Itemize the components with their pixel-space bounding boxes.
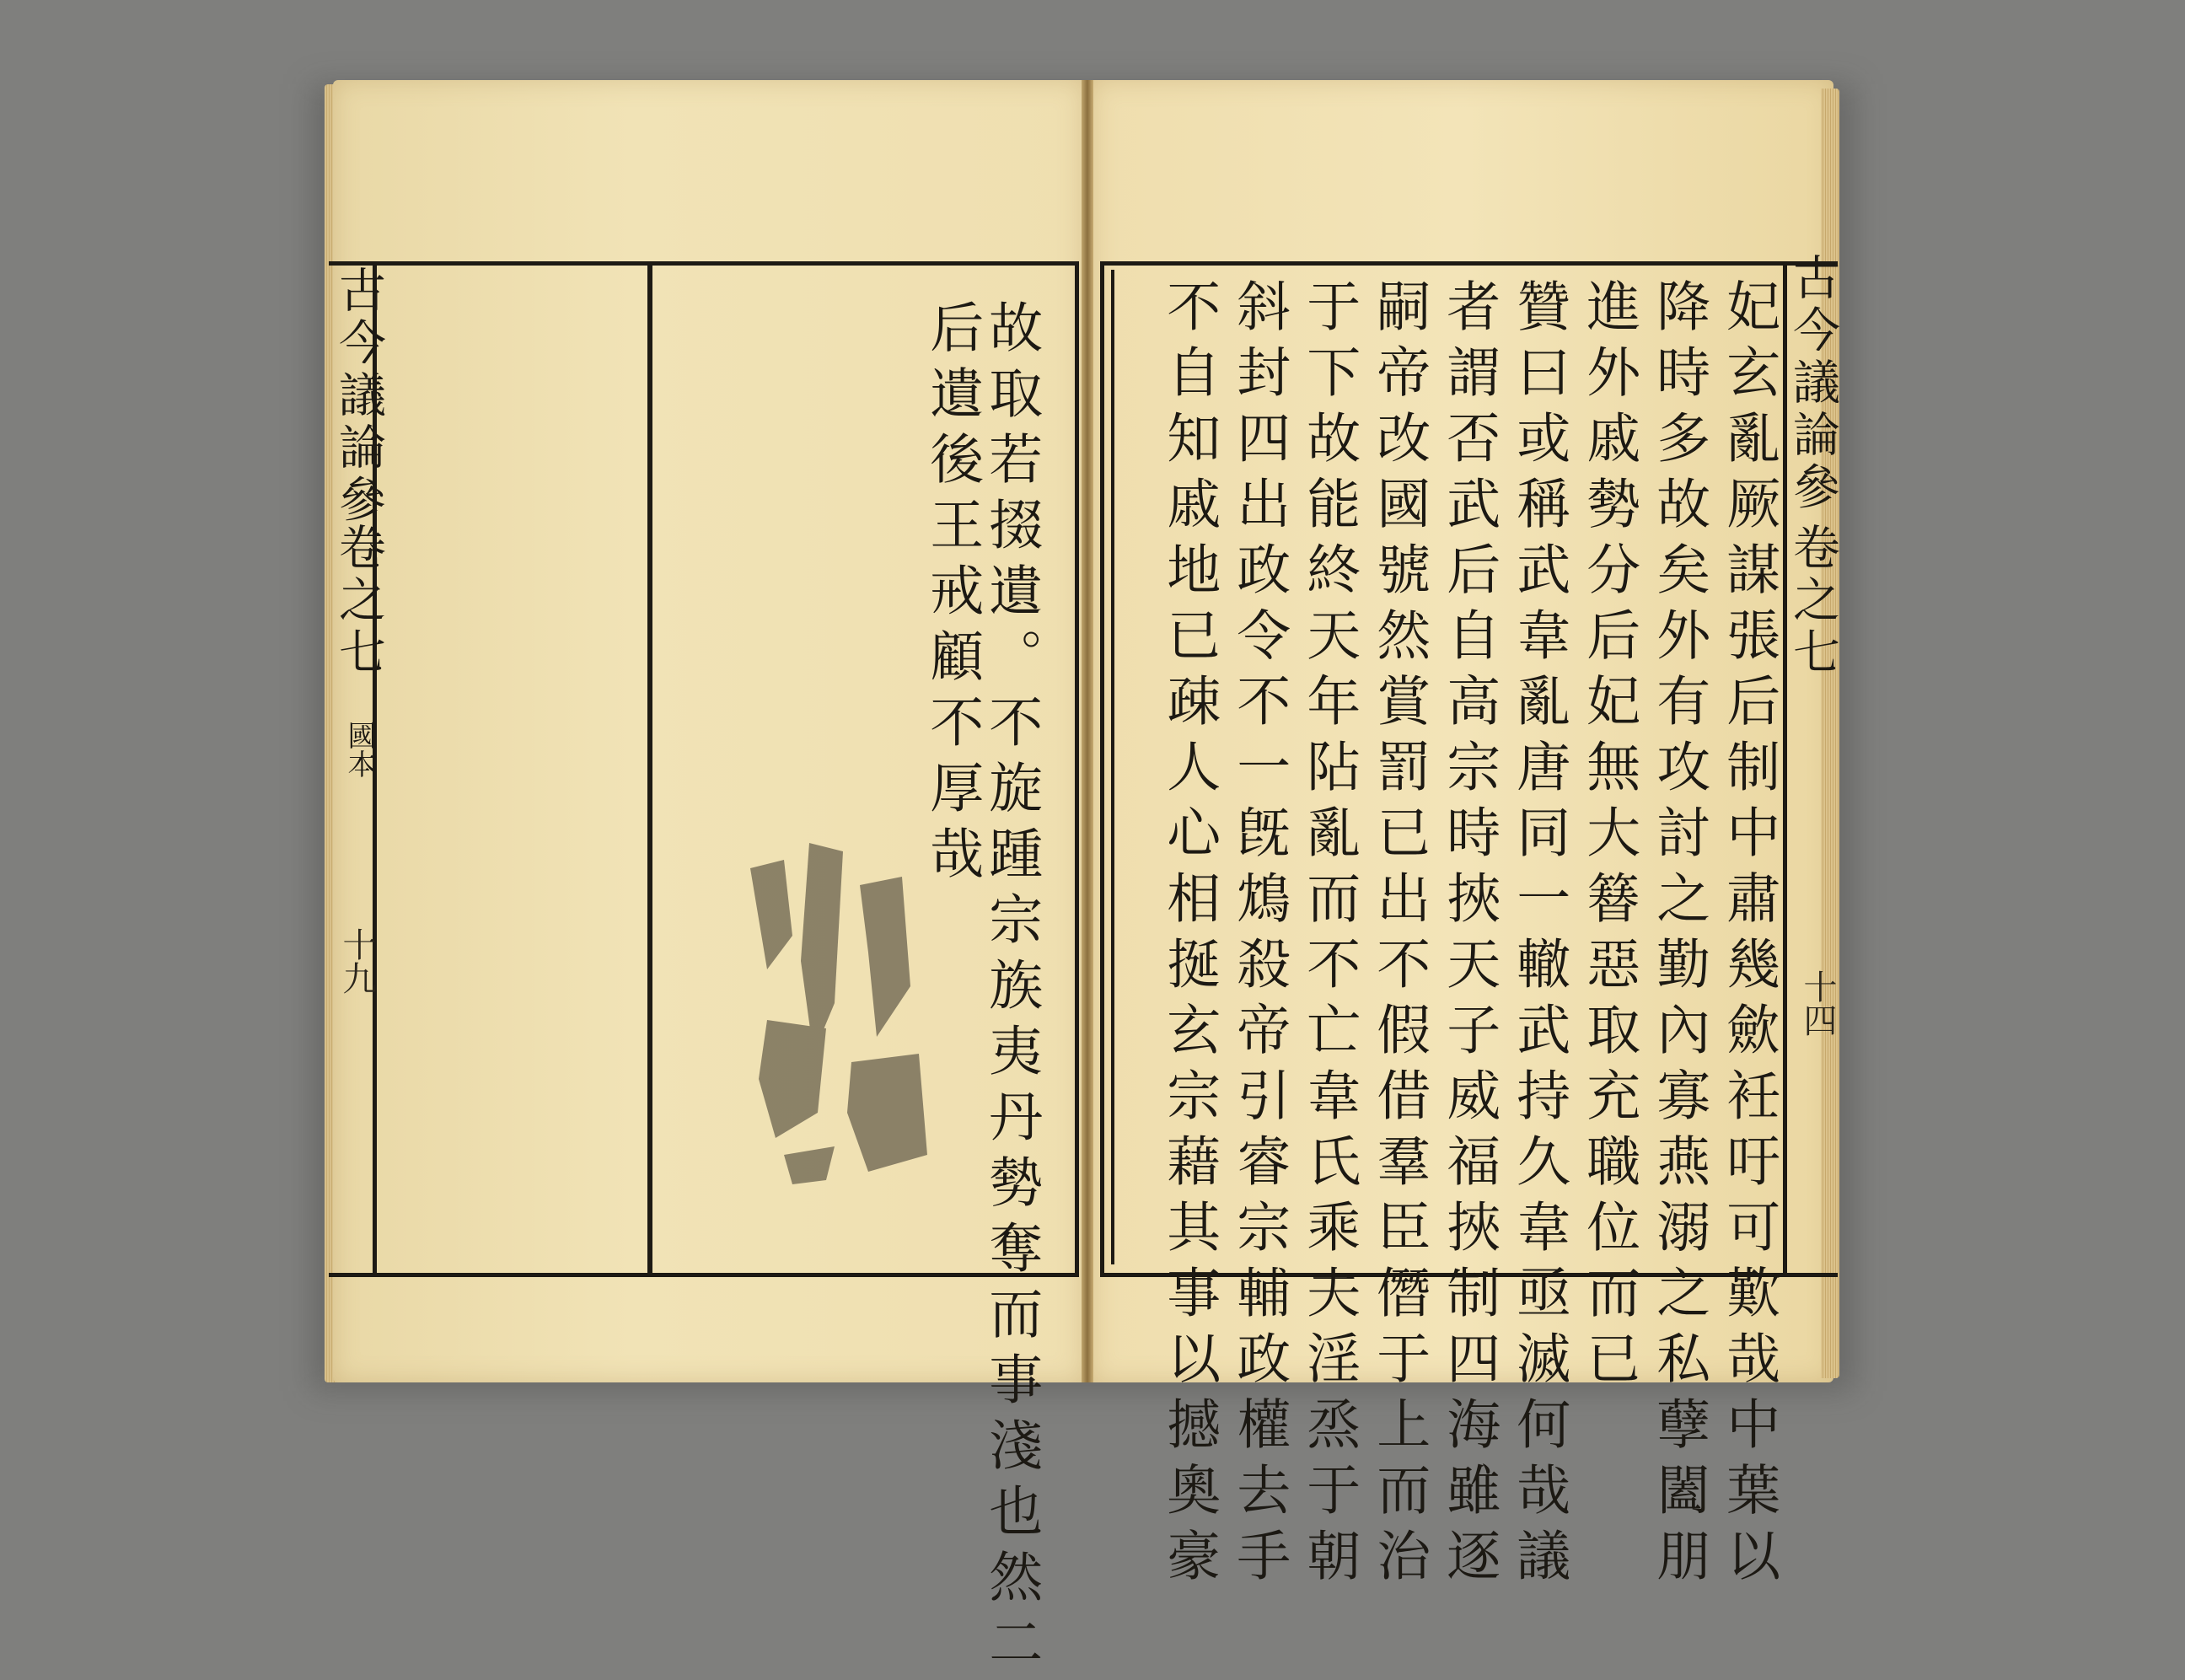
right-page-folio: 十四 [1798, 969, 1837, 1037]
right-page-volume: 卷之七 [1785, 523, 1840, 679]
right-text-column-5: 者謂否武后自高宗時挾天子威福挾制四海雖逐 [1437, 278, 1501, 1593]
right-text-column-2: 降時多故矣外有攻討之勤內寡燕溺之私孽闔朋 [1647, 278, 1710, 1593]
right-page-heading: 古今議論參 [1785, 253, 1840, 514]
left-page-folio: 十九 [337, 927, 376, 995]
left-text-column-1: 故取若掇遺。不旋踵宗族夷丹勢奪而事淺也然二 [980, 299, 1043, 1680]
right-inner-border [1111, 270, 1114, 1264]
left-page-volume: 卷之七 [331, 523, 386, 679]
left-text-column-2: 后遺後王戒顧不厚哉 [921, 299, 984, 891]
left-column-rule [647, 261, 652, 1273]
right-text-column-1: 妃玄亂厥謀張后制中肅幾歛衽吁可歎哉中葉以 [1717, 278, 1780, 1593]
right-text-column-9: 不自知戚地已疎人心相挻玄宗藉其事以撼奧豪 [1157, 278, 1221, 1593]
right-text-column-6: 嗣帝改國號然賞罰已出不假借羣臣僭于上而治 [1367, 278, 1431, 1593]
faded-seal-stamp [733, 835, 953, 1189]
right-text-column-3: 進外戚勢分后妃無大簮惡取充職位而已 [1577, 278, 1640, 1396]
right-text-column-7: 于下故能終天年阽亂而不亡韋氏乘夫淫烝于朝 [1297, 278, 1361, 1593]
left-page-heading: 古今議論參 [331, 266, 386, 527]
right-text-column-8: 斜封四出政令不一旣鴆殺帝引睿宗輔政權去手 [1227, 278, 1291, 1593]
left-page-edition-note: 國本 [342, 721, 376, 778]
right-text-column-4: 贊曰或稱武韋亂唐同一轍武持久韋亟滅何哉議 [1507, 278, 1570, 1593]
book-gutter [1082, 80, 1093, 1382]
